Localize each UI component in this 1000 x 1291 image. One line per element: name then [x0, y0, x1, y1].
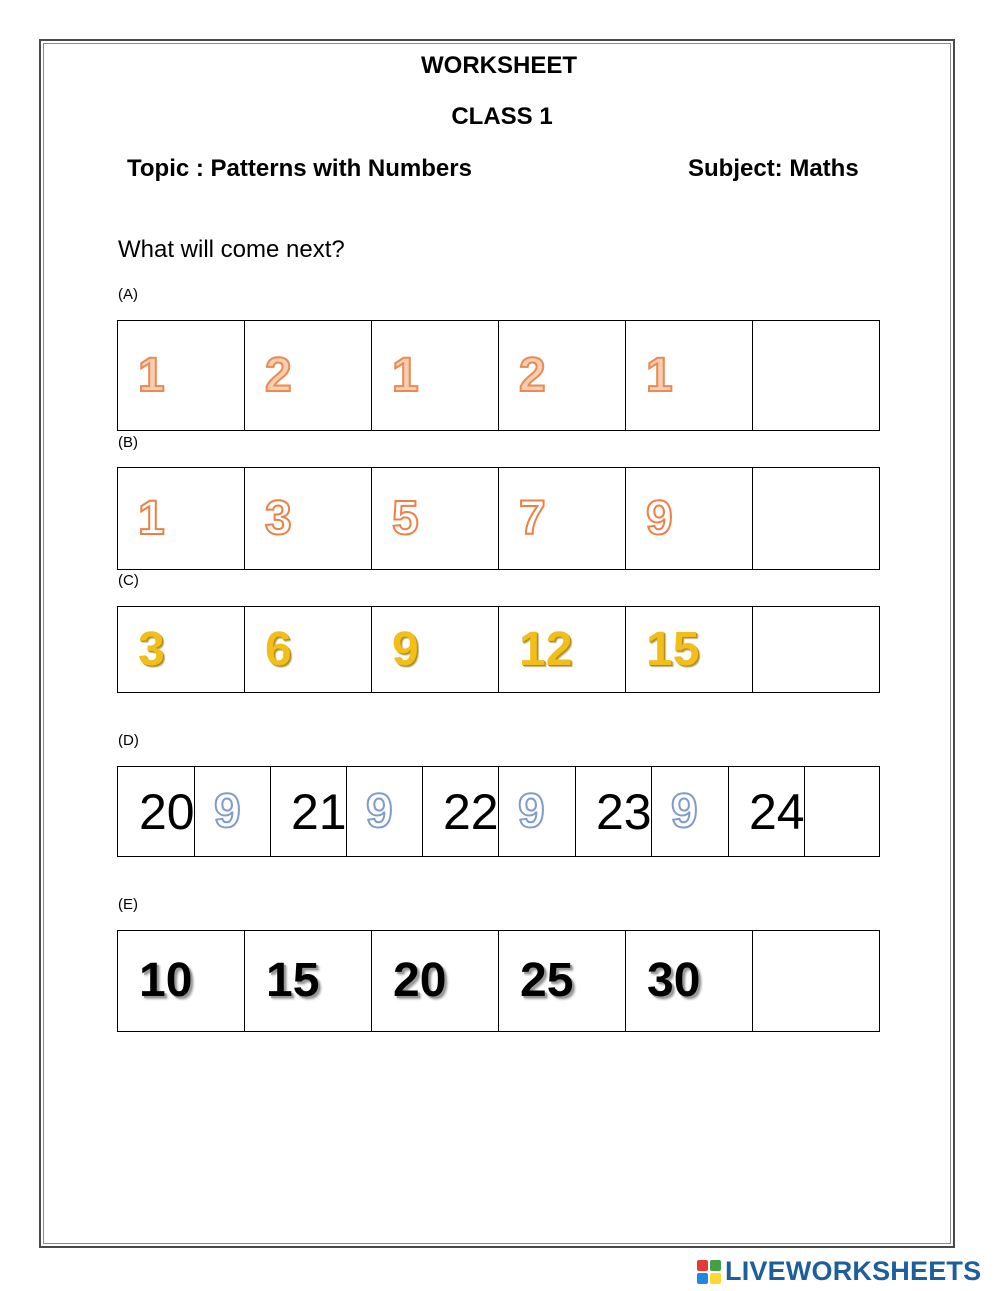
pattern-number: 9	[366, 784, 393, 838]
logo-text: LIVEWORKSHEETS	[725, 1256, 982, 1286]
pattern-row-c	[117, 606, 880, 693]
section-e-label: (E)	[118, 896, 138, 913]
pattern-cell	[499, 607, 626, 692]
pattern-cell	[245, 931, 372, 1031]
pattern-number: 3	[265, 491, 292, 545]
subject-label: Subject: Maths	[688, 155, 859, 182]
pattern-cell	[729, 767, 805, 856]
pattern-row-d	[117, 766, 880, 857]
pattern-number: 6	[265, 622, 292, 676]
worksheet-title: WORKSHEET	[421, 52, 577, 79]
section-b-label: (B)	[118, 434, 138, 451]
pattern-cell	[372, 607, 499, 692]
pattern-cell	[271, 767, 347, 856]
pattern-cell	[499, 931, 626, 1031]
pattern-number: 5	[392, 491, 419, 545]
pattern-number: 1	[392, 348, 419, 402]
pattern-cell	[626, 321, 753, 430]
pattern-cell	[576, 767, 652, 856]
pattern-number: 9	[214, 784, 241, 838]
pattern-number: 23	[596, 783, 652, 840]
pattern-number: 3	[138, 622, 165, 676]
pattern-cell	[423, 767, 499, 856]
answer-cell-b[interactable]	[753, 468, 879, 569]
pattern-cell	[372, 468, 499, 569]
answer-cell-c[interactable]	[753, 607, 879, 692]
pattern-number: 12	[519, 622, 573, 676]
pattern-number: 30	[647, 954, 701, 1007]
pattern-number: 20	[393, 954, 447, 1007]
pattern-cell	[626, 468, 753, 569]
pattern-number: 10	[139, 954, 193, 1007]
answer-cell-d[interactable]	[805, 767, 879, 856]
answer-cell-e[interactable]	[753, 931, 879, 1031]
pattern-number: 25	[520, 954, 574, 1007]
pattern-cell	[245, 321, 372, 430]
pattern-cell	[118, 767, 195, 856]
pattern-number: 9	[646, 491, 673, 545]
pattern-cell	[626, 931, 753, 1031]
pattern-number: 2	[519, 348, 546, 402]
logo-squares-icon	[697, 1260, 721, 1284]
pattern-number: 15	[646, 622, 700, 676]
pattern-cell	[499, 321, 626, 430]
pattern-number: 7	[519, 491, 546, 545]
pattern-number: 1	[138, 348, 165, 402]
pattern-number: 1	[646, 348, 673, 402]
pattern-number: 22	[443, 783, 499, 840]
pattern-number: 9	[392, 622, 419, 676]
pattern-number: 1	[138, 491, 165, 545]
logo-square	[710, 1260, 721, 1271]
answer-cell-a[interactable]	[753, 321, 879, 430]
pattern-cell	[499, 468, 626, 569]
liveworksheets-logo[interactable]	[697, 1256, 981, 1287]
pattern-cell	[372, 931, 499, 1031]
logo-square	[710, 1273, 721, 1284]
pattern-cell	[245, 607, 372, 692]
pattern-cell	[118, 931, 245, 1031]
pattern-number: 20	[139, 783, 195, 840]
section-a-label: (A)	[118, 286, 138, 303]
pattern-row-a	[117, 320, 880, 431]
logo-square	[697, 1273, 708, 1284]
pattern-cell	[118, 321, 245, 430]
pattern-cell	[372, 321, 499, 430]
pattern-cell	[195, 767, 271, 856]
pattern-row-e	[117, 930, 880, 1032]
class-label: CLASS 1	[451, 103, 553, 130]
section-d-label: (D)	[118, 732, 139, 749]
pattern-cell	[652, 767, 729, 856]
topic-label: Topic : Patterns with Numbers	[127, 155, 472, 182]
pattern-cell	[626, 607, 753, 692]
pattern-number: 9	[671, 784, 698, 838]
pattern-cell	[245, 468, 372, 569]
pattern-row-b	[117, 467, 880, 570]
question-text: What will come next?	[118, 236, 345, 263]
pattern-cell	[499, 767, 576, 856]
pattern-number: 15	[266, 954, 320, 1007]
pattern-cell	[118, 468, 245, 569]
logo-square	[697, 1260, 708, 1271]
section-c-label: (C)	[118, 572, 139, 589]
pattern-cell	[118, 607, 245, 692]
pattern-number: 24	[749, 783, 805, 840]
pattern-number: 21	[291, 783, 347, 840]
pattern-cell	[347, 767, 423, 856]
pattern-number: 2	[265, 348, 292, 402]
pattern-number: 9	[518, 784, 545, 838]
